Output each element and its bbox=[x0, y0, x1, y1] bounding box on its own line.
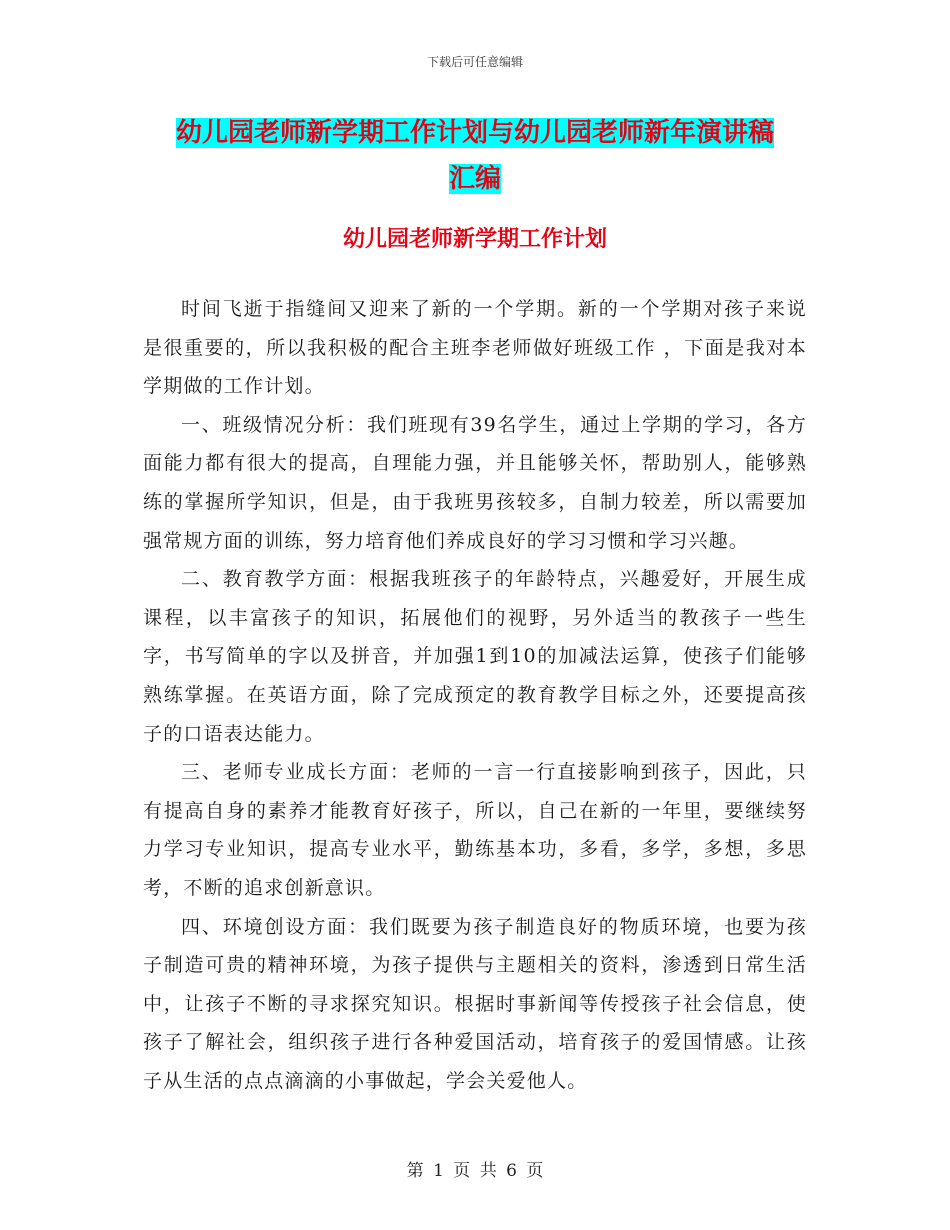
header-note: 下载后可任意编辑 bbox=[426, 55, 523, 69]
paragraph-teaching: 二、教育教学方面：根据我班孩子的年龄特点，兴趣爱好，开展生成课程，以丰富孩子的知识，拓展他们的视野，另外适当的教孩子一些生字，书写简单的字以及拼音，并加强1到10的加减法运算，使孩子们能够熟练掌握。在英语方面，除了完成预定的教育教学目标之外，还要提高孩子的口语表达能力。 bbox=[143, 568, 807, 745]
paragraph-intro: 时间飞逝于指缝间又迎来了新的一个学期。新的一个学期对孩子来说是很重要的，所以我积极的配合主班李老师做好班级工作 ，下面是我对本学期做的工作计划。 bbox=[143, 298, 807, 398]
page-footer: 第 1 页 共 6 页 bbox=[406, 1161, 544, 1181]
paragraph-environment: 四、环境创设方面：我们既要为孩子制造良好的物质环境，也要为孩子制造可贵的精神环境，为孩子提供与主题相关的资料，渗透到日常生活中，让孩子不断的寻求探究知识。根据时事新闻等传授孩子社会信息，使孩子了解社会，组织孩子进行各种爱国活动，培育孩子的爱国情感。让孩子从生活的点点滴滴的小事做起，学会关爱他人。 bbox=[143, 915, 807, 1092]
document-title bbox=[140, 110, 810, 202]
section-title: 幼儿园老师新学期工作计划 bbox=[342, 226, 607, 252]
paragraph-professional-growth: 三、老师专业成长方面：老师的一言一行直接影响到孩子，因此，只有提高自身的素养才能教育好孩子，所以，自己在新的一年里，要继续努力学习专业知识，提高专业水平，勤练基本功，多看，多学，多想，多思考，不断的追求创新意识。 bbox=[143, 761, 807, 899]
body-text bbox=[143, 290, 807, 1100]
document-title-line-2: 汇编 bbox=[448, 164, 501, 194]
document-title-line-1: 幼儿园老师新学期工作计划与幼儿园老师新年演讲稿 bbox=[175, 118, 774, 148]
paragraph-class-analysis: 一、班级情况分析：我们班现有39名学生，通过上学期的学习，各方面能力都有很大的提高，自理能力强，并且能够关怀，帮助别人，能够熟练的掌握所学知识，但是，由于我班男孩较多，自制力较差，所以需要加强常规方面的训练，努力培育他们养成良好的学习习惯和学习兴趣。 bbox=[143, 413, 807, 552]
